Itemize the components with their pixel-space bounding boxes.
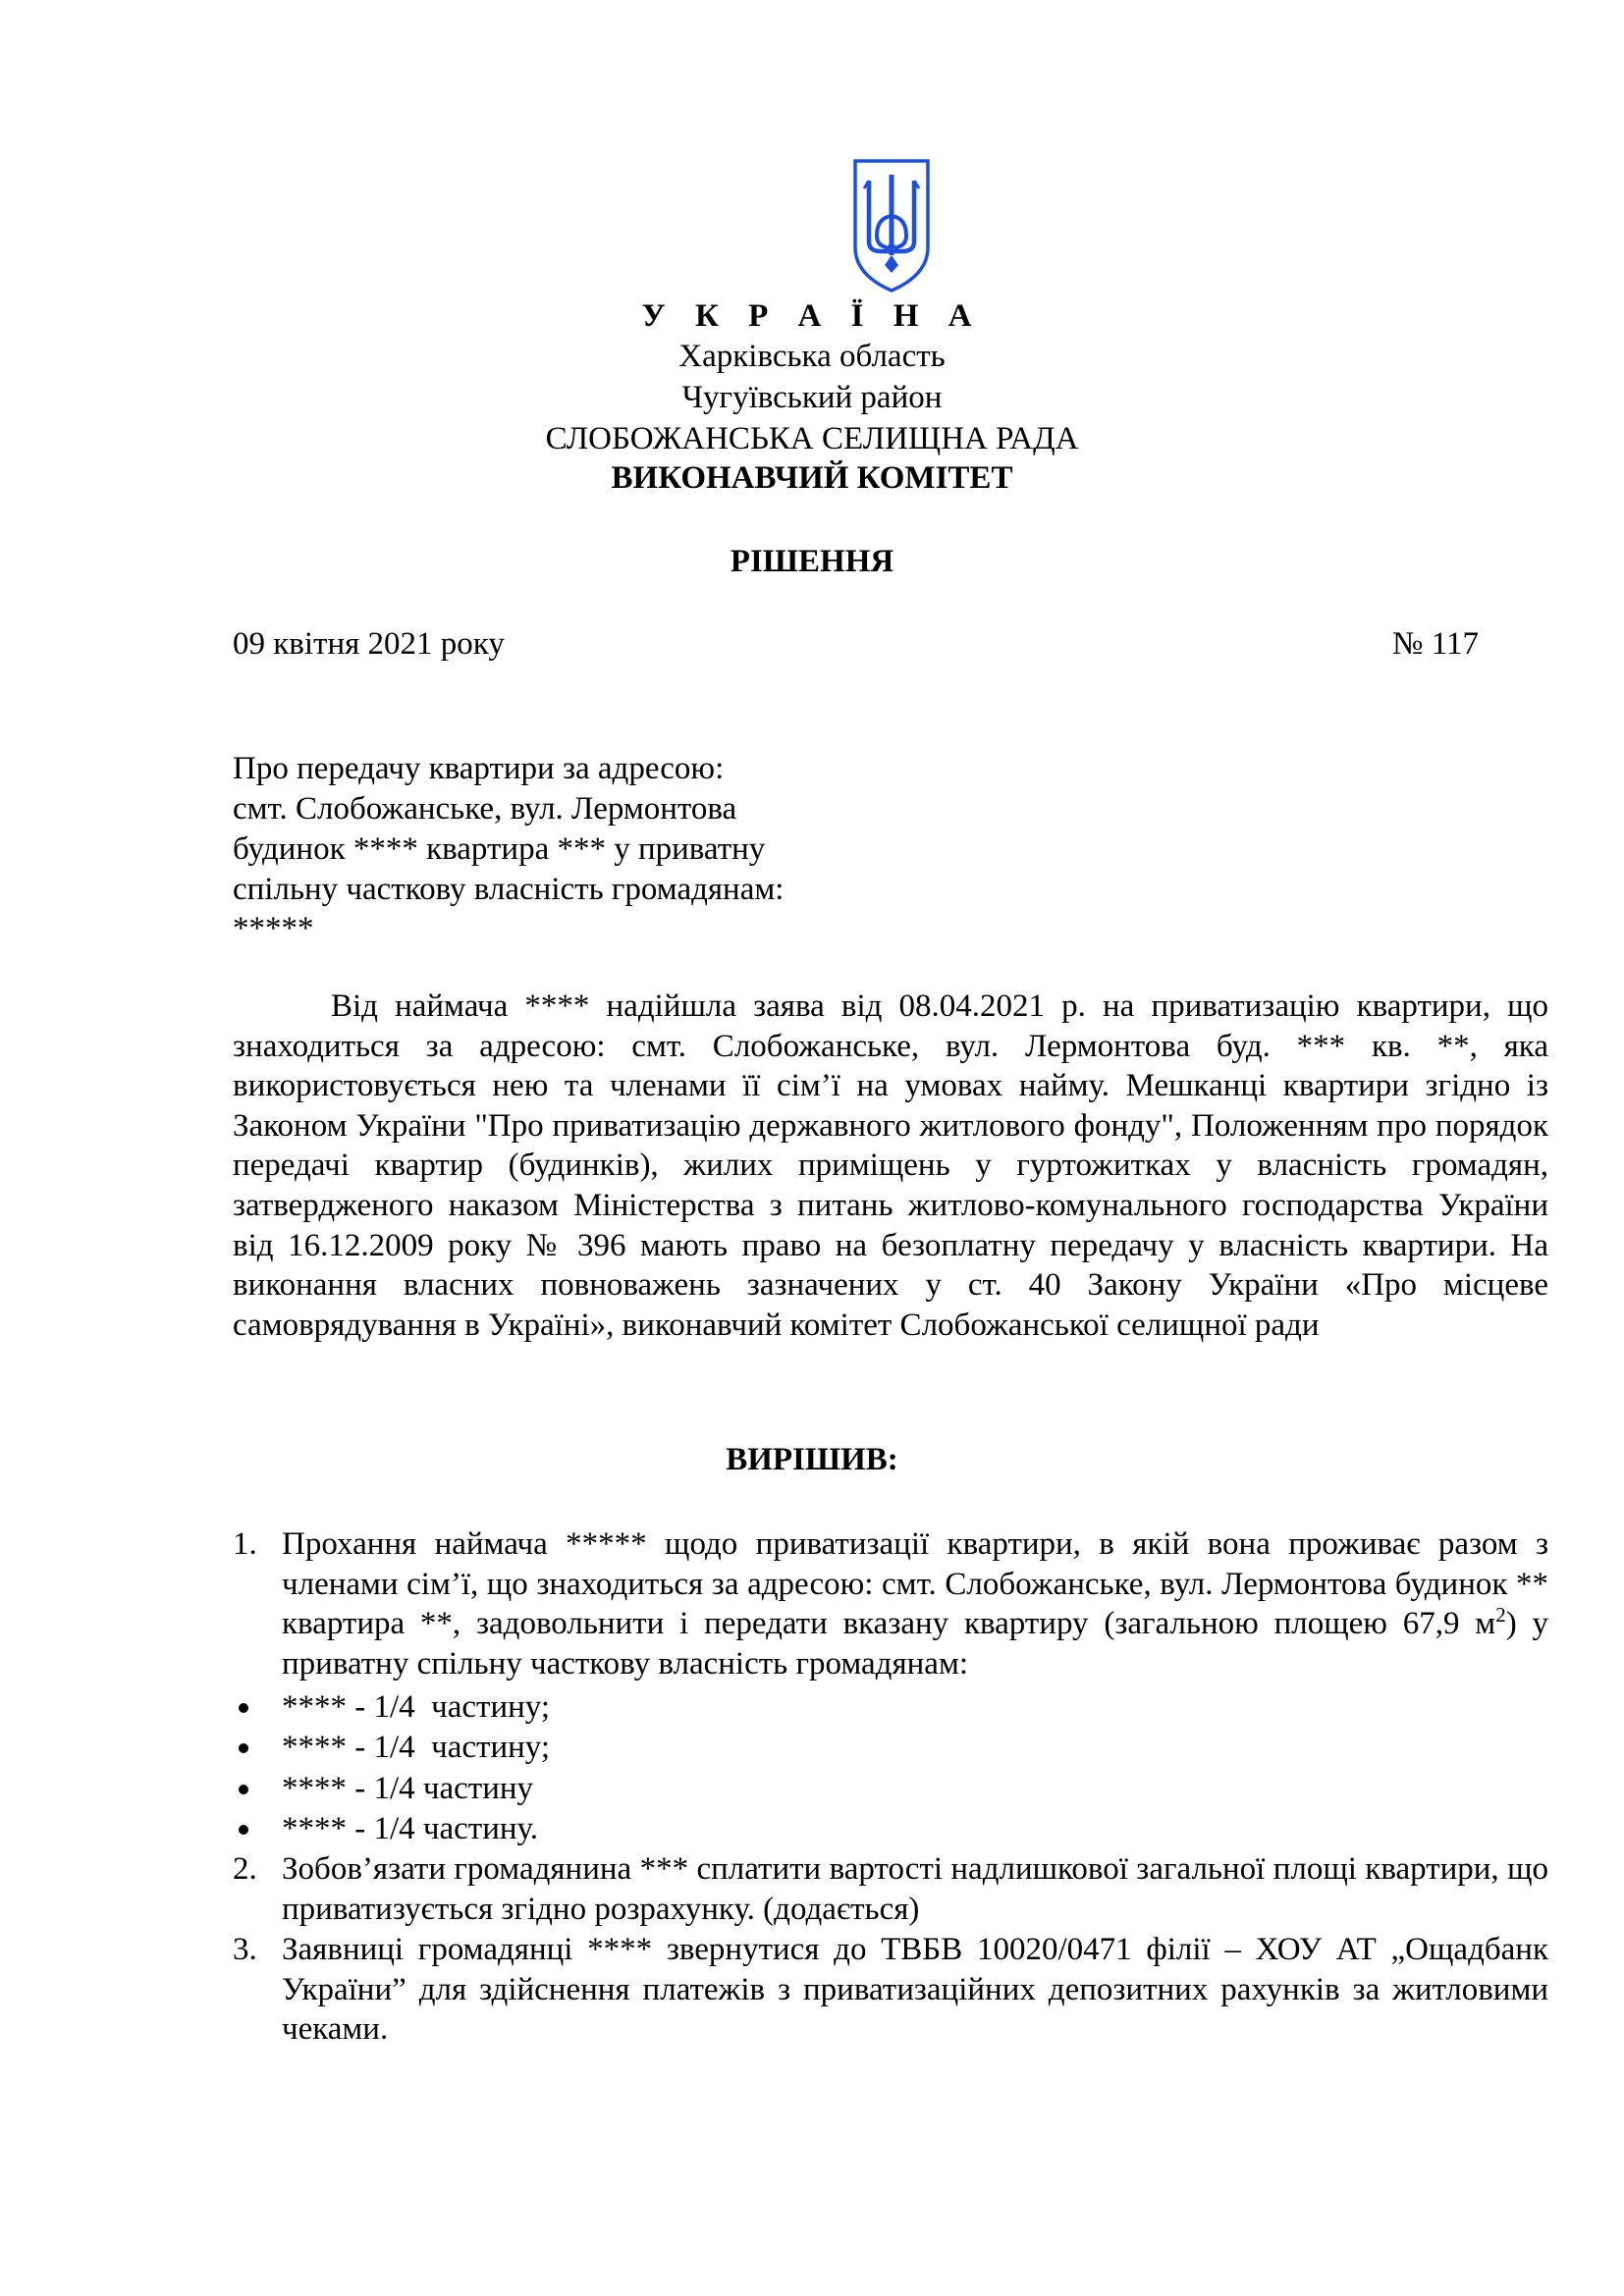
- decision-number: № 117: [1392, 626, 1480, 662]
- council-name: СЛОБОЖАНСЬКА СЕЛИЩНА РАДА: [545, 421, 1079, 456]
- bullet-icon: [239, 1743, 248, 1753]
- raion-line: Чугуївський район: [681, 380, 943, 415]
- document-type-title: РІШЕННЯ: [730, 544, 894, 579]
- country-title: У К Р А Ї Н А: [641, 298, 983, 334]
- item-text: Зобов’язати громадянина *** сплатити вартості надлишкової загальної площі квартири, що приватизується згідно розрахунку. (додається): [282, 1851, 1548, 1927]
- item-number: 1.: [233, 1526, 257, 1562]
- bullet-icon: [239, 1825, 248, 1835]
- bullet-icon: [239, 1703, 248, 1713]
- subject-line: Про передачу квартири за адресою:: [233, 751, 725, 786]
- item-number: 2.: [233, 1851, 257, 1887]
- item-number: 3.: [233, 1932, 257, 1967]
- subject-line: спільну часткову власність громадянам:: [233, 872, 785, 907]
- item-text: Заявниці громадянці **** звернутися до ТВБВ 10020/0471 філії – ХОУ АТ „Ощадбанк України” для здійснення платежів з приватизаційних депозитних рахунків за житловими чеками.: [282, 1932, 1548, 2048]
- share-list-item: **** - 1/4 частину.: [233, 1809, 1548, 1848]
- decided-heading: ВИРІШИВ:: [726, 1442, 898, 1477]
- share-list-item: **** - 1/4 частину;: [233, 1687, 1548, 1727]
- subject-line: будинок **** квартира *** у приватну: [233, 831, 766, 867]
- committee-name: ВИКОНАВЧИЙ КОМІТЕТ: [611, 460, 1013, 496]
- decision-item: [233, 1849, 1548, 1929]
- decision-date: 09 квітня 2021 року: [233, 626, 505, 662]
- decision-item: [233, 1930, 1548, 2050]
- bullet-icon: [239, 1785, 248, 1794]
- oblast-line: Харківська область: [678, 339, 946, 374]
- superscript: 2: [1495, 1603, 1506, 1628]
- preamble-paragraph: Від наймача **** надійшла заява від 08.04.2021 р. на приватизацію квартири, що знаходиться за адресою: смт. Слобожанське, вул. Лермонтова буд. *** кв. **, яка використовується нею та членами її сім’ї на умовах найму. Мешканці квартири згідно із Законом України "Про приватизацію державного житлового фонду", Положенням про порядок передачі квартир (будинків), жилих приміщень у гуртожитках у власність громадян, затвердженого наказом Міністерства з питань житлово-комунального господарства України від 16.12.2009 року № 396 мають право на безоплатну передачу у власність квартири. На виконання власних повноважень зазначених у ст. 40 Закону України «Про місцеве самоврядування в Україні», виконавчий комітет Слобожанської селищної ради: [233, 988, 1548, 1343]
- share-list-item: **** - 1/4 частину: [233, 1769, 1548, 1808]
- subject-line: *****: [233, 911, 314, 946]
- subject-line: смт. Слобожанське, вул. Лермонтова: [233, 791, 737, 827]
- trident-coat-of-arms-icon: [847, 157, 936, 294]
- share-list-item: **** - 1/4 частину;: [233, 1728, 1548, 1767]
- item-text: Прохання наймача ***** щодо приватизації квартири, в якій вона проживає разом з членами сім’ї, що знаходиться за адресою: смт. Слобожанське, вул. Лермонтова будинок ** квартира **, задовольнити і передати вказану квартиру (загальною площею 67,9 $м^2$) у приватну спільну часткову власність громадянам:: [282, 1526, 1548, 1682]
- decision-item: [233, 1524, 1548, 1683]
